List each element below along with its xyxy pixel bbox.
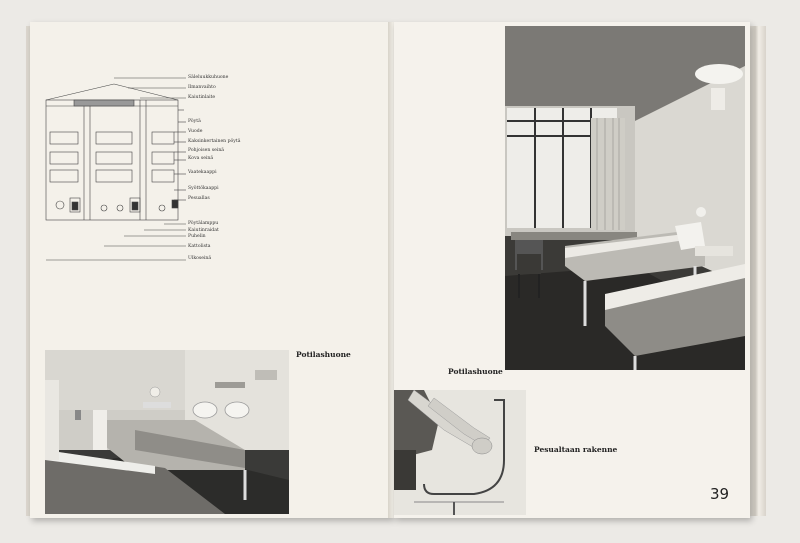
- patient-room-photo-right: [505, 26, 745, 370]
- page-number: 39: [710, 485, 730, 503]
- diagram-label: Pöytä: [188, 119, 201, 124]
- diagram-label: Syöttökaappi: [188, 186, 219, 191]
- diagram-label: Pesuallas: [188, 196, 210, 201]
- diagram-label: Kaiutinraidat: [188, 228, 219, 233]
- diagram-label: Kaiutinlaite: [188, 95, 216, 100]
- diagram-label: Pohjoisen seinä: [188, 148, 225, 153]
- diagram-label: Kaksinkertainen pöytä: [188, 139, 241, 144]
- diagram-label: Puhelin: [188, 234, 206, 239]
- left-page-caption: Potilashuone: [296, 350, 351, 359]
- diagram-label: Kattolista: [188, 244, 211, 249]
- diagram-label: Ulkoseinä: [188, 256, 212, 261]
- right-page-caption-room: Potilashuone: [448, 367, 503, 376]
- diagram-label: Pöytälamppu: [188, 221, 219, 226]
- sink-structure-photo: [394, 390, 526, 515]
- sink-caption: Pesualtaan rakenne: [534, 445, 618, 454]
- book-edge-right: [748, 26, 766, 516]
- diagram-label: Säleluukkuhuone: [188, 75, 229, 80]
- diagram-label: Kova seinä: [188, 156, 214, 161]
- patient-room-photo-left: [45, 350, 289, 514]
- diagram-label: Vaatekaappi: [188, 170, 217, 175]
- diagram-label: Ilmanvaihto: [188, 85, 216, 90]
- diagram-label: Vuode: [188, 129, 203, 134]
